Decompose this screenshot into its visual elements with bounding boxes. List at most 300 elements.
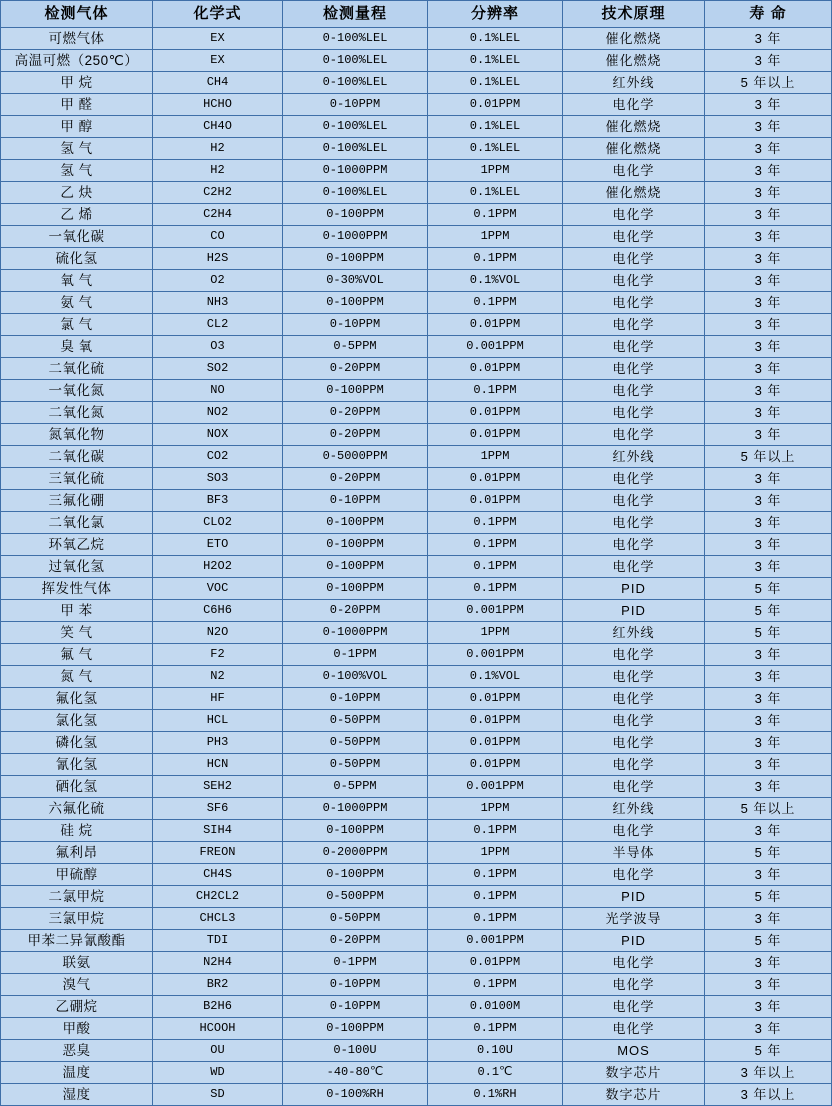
cell-lifespan: 5 年 [705, 578, 832, 600]
cell-technology: 电化学 [563, 336, 705, 358]
cell-technology: 红外线 [563, 72, 705, 94]
cell-technology: 电化学 [563, 534, 705, 556]
cell-detection-range: 0-100PPM [283, 864, 428, 886]
cell-detection-range: 0-100%RH [283, 1084, 428, 1106]
table-row [1, 1018, 832, 1040]
table-row [1, 1062, 832, 1084]
cell-technology: 电化学 [563, 974, 705, 996]
cell-gas-name: 硒化氢 [1, 776, 153, 798]
cell-technology: MOS [563, 1040, 705, 1062]
cell-detection-range: 0-2000PPM [283, 842, 428, 864]
table-row [1, 204, 832, 226]
cell-chemical-formula: CH2CL2 [153, 886, 283, 908]
cell-technology: 电化学 [563, 710, 705, 732]
cell-chemical-formula: O2 [153, 270, 283, 292]
cell-lifespan: 3 年 [705, 974, 832, 996]
cell-resolution: 0.1PPM [428, 864, 563, 886]
cell-gas-name: 氟化氢 [1, 688, 153, 710]
cell-technology: 电化学 [563, 160, 705, 182]
cell-detection-range: 0-20PPM [283, 468, 428, 490]
cell-detection-range: 0-1000PPM [283, 622, 428, 644]
cell-gas-name: 温度 [1, 1062, 153, 1084]
cell-technology: 数字芯片 [563, 1084, 705, 1106]
cell-detection-range: 0-100PPM [283, 292, 428, 314]
cell-technology: 催化燃烧 [563, 28, 705, 50]
cell-resolution: 0.1%LEL [428, 50, 563, 72]
cell-detection-range: 0-20PPM [283, 930, 428, 952]
cell-detection-range: 0-20PPM [283, 358, 428, 380]
column-header-lifespan: 寿 命 [705, 1, 832, 28]
table-row [1, 358, 832, 380]
cell-resolution: 0.1PPM [428, 380, 563, 402]
table-row [1, 94, 832, 116]
cell-gas-name: 笑 气 [1, 622, 153, 644]
cell-technology: 电化学 [563, 468, 705, 490]
cell-resolution: 0.1PPM [428, 908, 563, 930]
cell-resolution: 0.001PPM [428, 644, 563, 666]
table-row [1, 974, 832, 996]
table-row [1, 622, 832, 644]
cell-detection-range: 0-100%LEL [283, 116, 428, 138]
table-row [1, 182, 832, 204]
cell-chemical-formula: PH3 [153, 732, 283, 754]
cell-lifespan: 5 年 [705, 622, 832, 644]
cell-technology: 电化学 [563, 1018, 705, 1040]
cell-gas-name: 氯化氢 [1, 710, 153, 732]
table-row [1, 424, 832, 446]
table-row [1, 754, 832, 776]
cell-chemical-formula: HCHO [153, 94, 283, 116]
cell-gas-name: 恶臭 [1, 1040, 153, 1062]
cell-detection-range: 0-50PPM [283, 732, 428, 754]
cell-detection-range: 0-50PPM [283, 908, 428, 930]
cell-resolution: 0.1PPM [428, 1018, 563, 1040]
cell-resolution: 0.01PPM [428, 314, 563, 336]
cell-chemical-formula: CO [153, 226, 283, 248]
cell-chemical-formula: FREON [153, 842, 283, 864]
table-row [1, 820, 832, 842]
cell-resolution: 0.1PPM [428, 578, 563, 600]
cell-resolution: 0.001PPM [428, 600, 563, 622]
cell-technology: 红外线 [563, 446, 705, 468]
cell-lifespan: 3 年 [705, 666, 832, 688]
cell-resolution: 0.01PPM [428, 468, 563, 490]
cell-detection-range: 0-100PPM [283, 1018, 428, 1040]
cell-gas-name: 硅 烷 [1, 820, 153, 842]
cell-detection-range: 0-1000PPM [283, 160, 428, 182]
cell-gas-name: 甲酸 [1, 1018, 153, 1040]
cell-resolution: 0.1℃ [428, 1062, 563, 1084]
cell-technology: 电化学 [563, 204, 705, 226]
cell-chemical-formula: N2O [153, 622, 283, 644]
cell-technology: 电化学 [563, 292, 705, 314]
cell-chemical-formula: H2S [153, 248, 283, 270]
cell-chemical-formula: CLO2 [153, 512, 283, 534]
cell-lifespan: 3 年以上 [705, 1062, 832, 1084]
cell-technology: 红外线 [563, 798, 705, 820]
cell-resolution: 0.1PPM [428, 204, 563, 226]
cell-detection-range: 0-20PPM [283, 402, 428, 424]
cell-gas-name: 氟利昂 [1, 842, 153, 864]
cell-lifespan: 5 年 [705, 842, 832, 864]
cell-lifespan: 3 年 [705, 226, 832, 248]
cell-technology: PID [563, 600, 705, 622]
table-row [1, 380, 832, 402]
cell-gas-name: 氯 气 [1, 314, 153, 336]
cell-technology: PID [563, 930, 705, 952]
cell-detection-range: 0-100%LEL [283, 28, 428, 50]
cell-gas-name: 二氧化硫 [1, 358, 153, 380]
table-row [1, 512, 832, 534]
cell-gas-name: 二氧化氯 [1, 512, 153, 534]
cell-chemical-formula: HCN [153, 754, 283, 776]
cell-detection-range: 0-1PPM [283, 952, 428, 974]
cell-technology: 电化学 [563, 732, 705, 754]
cell-technology: 电化学 [563, 556, 705, 578]
cell-gas-name: 甲苯二异氰酸酯 [1, 930, 153, 952]
column-header-gas-name: 检测气体 [1, 1, 153, 28]
cell-resolution: 0.01PPM [428, 688, 563, 710]
table-header-row [1, 1, 832, 28]
table-row [1, 336, 832, 358]
cell-lifespan: 3 年 [705, 204, 832, 226]
cell-chemical-formula: WD [153, 1062, 283, 1084]
cell-lifespan: 3 年 [705, 732, 832, 754]
cell-lifespan: 5 年 [705, 600, 832, 622]
cell-resolution: 0.10U [428, 1040, 563, 1062]
table-row [1, 402, 832, 424]
cell-chemical-formula: C6H6 [153, 600, 283, 622]
cell-gas-name: 甲硫醇 [1, 864, 153, 886]
cell-chemical-formula: N2H4 [153, 952, 283, 974]
cell-gas-name: 二氧化碳 [1, 446, 153, 468]
cell-lifespan: 3 年 [705, 556, 832, 578]
cell-lifespan: 3 年 [705, 644, 832, 666]
cell-chemical-formula: CL2 [153, 314, 283, 336]
cell-resolution: 0.01PPM [428, 710, 563, 732]
cell-gas-name: 高温可燃（250℃） [1, 50, 153, 72]
cell-detection-range: 0-100PPM [283, 534, 428, 556]
cell-chemical-formula: HCOOH [153, 1018, 283, 1040]
cell-detection-range: 0-100PPM [283, 820, 428, 842]
cell-gas-name: 氮 气 [1, 666, 153, 688]
cell-detection-range: 0-20PPM [283, 424, 428, 446]
cell-technology: 催化燃烧 [563, 50, 705, 72]
cell-technology: 电化学 [563, 358, 705, 380]
cell-detection-range: 0-100U [283, 1040, 428, 1062]
cell-resolution: 0.1PPM [428, 248, 563, 270]
cell-technology: 电化学 [563, 314, 705, 336]
cell-chemical-formula: F2 [153, 644, 283, 666]
table-row [1, 534, 832, 556]
cell-resolution: 0.01PPM [428, 402, 563, 424]
cell-technology: 半导体 [563, 842, 705, 864]
cell-gas-name: 一氧化碳 [1, 226, 153, 248]
cell-resolution: 0.1PPM [428, 534, 563, 556]
cell-detection-range: 0-100PPM [283, 578, 428, 600]
cell-technology: PID [563, 886, 705, 908]
cell-gas-name: 氟 气 [1, 644, 153, 666]
table-row [1, 556, 832, 578]
cell-chemical-formula: VOC [153, 578, 283, 600]
cell-technology: 电化学 [563, 952, 705, 974]
cell-gas-name: 氢 气 [1, 160, 153, 182]
cell-technology: 电化学 [563, 688, 705, 710]
table-row [1, 710, 832, 732]
cell-chemical-formula: SF6 [153, 798, 283, 820]
cell-lifespan: 3 年 [705, 138, 832, 160]
cell-resolution: 0.01PPM [428, 732, 563, 754]
cell-detection-range: 0-1PPM [283, 644, 428, 666]
cell-chemical-formula: SD [153, 1084, 283, 1106]
table-row [1, 600, 832, 622]
cell-technology: 光学波导 [563, 908, 705, 930]
cell-chemical-formula: SIH4 [153, 820, 283, 842]
cell-gas-name: 三氟化硼 [1, 490, 153, 512]
cell-technology: 电化学 [563, 490, 705, 512]
cell-technology: 电化学 [563, 754, 705, 776]
cell-technology: 电化学 [563, 864, 705, 886]
cell-chemical-formula: NO [153, 380, 283, 402]
table-row [1, 732, 832, 754]
table-row [1, 292, 832, 314]
table-row [1, 952, 832, 974]
cell-lifespan: 3 年 [705, 380, 832, 402]
table-row [1, 160, 832, 182]
cell-lifespan: 3 年 [705, 248, 832, 270]
cell-detection-range: 0-100PPM [283, 204, 428, 226]
cell-chemical-formula: NH3 [153, 292, 283, 314]
cell-technology: 电化学 [563, 402, 705, 424]
cell-technology: 催化燃烧 [563, 138, 705, 160]
cell-detection-range: 0-50PPM [283, 754, 428, 776]
cell-detection-range: 0-10PPM [283, 490, 428, 512]
cell-gas-name: 臭 氧 [1, 336, 153, 358]
cell-lifespan: 3 年 [705, 512, 832, 534]
cell-technology: 电化学 [563, 776, 705, 798]
cell-lifespan: 5 年 [705, 930, 832, 952]
cell-technology: 催化燃烧 [563, 182, 705, 204]
cell-gas-name: 乙 烯 [1, 204, 153, 226]
cell-gas-name: 甲 烷 [1, 72, 153, 94]
table-row [1, 314, 832, 336]
cell-resolution: 0.01PPM [428, 754, 563, 776]
cell-detection-range: 0-10PPM [283, 996, 428, 1018]
cell-chemical-formula: C2H4 [153, 204, 283, 226]
table-row [1, 446, 832, 468]
cell-chemical-formula: ETO [153, 534, 283, 556]
cell-resolution: 0.001PPM [428, 336, 563, 358]
cell-gas-name: 硫化氢 [1, 248, 153, 270]
cell-resolution: 0.1%RH [428, 1084, 563, 1106]
cell-gas-name: 甲 醛 [1, 94, 153, 116]
cell-resolution: 1PPM [428, 446, 563, 468]
cell-gas-name: 可燃气体 [1, 28, 153, 50]
cell-technology: 电化学 [563, 270, 705, 292]
cell-chemical-formula: CH4 [153, 72, 283, 94]
cell-resolution: 1PPM [428, 842, 563, 864]
cell-chemical-formula: NO2 [153, 402, 283, 424]
cell-lifespan: 5 年 [705, 886, 832, 908]
cell-lifespan: 3 年 [705, 424, 832, 446]
cell-lifespan: 3 年 [705, 490, 832, 512]
table-row [1, 908, 832, 930]
cell-lifespan: 5 年以上 [705, 72, 832, 94]
cell-detection-range: -40-80℃ [283, 1062, 428, 1084]
table-row [1, 226, 832, 248]
cell-technology: 电化学 [563, 996, 705, 1018]
cell-detection-range: 0-5PPM [283, 776, 428, 798]
cell-gas-name: 甲 苯 [1, 600, 153, 622]
cell-chemical-formula: BR2 [153, 974, 283, 996]
cell-lifespan: 3 年 [705, 864, 832, 886]
cell-chemical-formula: H2 [153, 138, 283, 160]
cell-gas-name: 氨 气 [1, 292, 153, 314]
cell-detection-range: 0-20PPM [283, 600, 428, 622]
cell-gas-name: 联氨 [1, 952, 153, 974]
cell-resolution: 0.1%LEL [428, 182, 563, 204]
column-header-resolution: 分辨率 [428, 1, 563, 28]
cell-resolution: 0.1PPM [428, 512, 563, 534]
cell-resolution: 0.001PPM [428, 776, 563, 798]
table-row [1, 468, 832, 490]
cell-technology: 数字芯片 [563, 1062, 705, 1084]
cell-lifespan: 3 年 [705, 28, 832, 50]
cell-technology: 电化学 [563, 820, 705, 842]
cell-gas-name: 一氧化氮 [1, 380, 153, 402]
cell-resolution: 0.01PPM [428, 952, 563, 974]
cell-gas-name: 乙硼烷 [1, 996, 153, 1018]
cell-gas-name: 氮氧化物 [1, 424, 153, 446]
table-row [1, 930, 832, 952]
cell-gas-name: 氢 气 [1, 138, 153, 160]
table-row [1, 50, 832, 72]
cell-lifespan: 5 年以上 [705, 798, 832, 820]
cell-resolution: 0.1%LEL [428, 28, 563, 50]
cell-resolution: 0.1PPM [428, 886, 563, 908]
cell-detection-range: 0-100PPM [283, 512, 428, 534]
table-row [1, 864, 832, 886]
cell-detection-range: 0-50PPM [283, 710, 428, 732]
cell-chemical-formula: NOX [153, 424, 283, 446]
table-row [1, 270, 832, 292]
table-body [1, 28, 832, 1106]
cell-technology: 电化学 [563, 94, 705, 116]
cell-gas-name: 过氧化氢 [1, 556, 153, 578]
table-row [1, 72, 832, 94]
cell-detection-range: 0-1000PPM [283, 226, 428, 248]
column-header-technology: 技术原理 [563, 1, 705, 28]
cell-gas-name: 环氧乙烷 [1, 534, 153, 556]
table-row [1, 776, 832, 798]
cell-resolution: 0.0100M [428, 996, 563, 1018]
cell-chemical-formula: B2H6 [153, 996, 283, 1018]
cell-gas-name: 甲 醇 [1, 116, 153, 138]
cell-gas-name: 氧 气 [1, 270, 153, 292]
cell-lifespan: 3 年 [705, 754, 832, 776]
cell-resolution: 0.1PPM [428, 292, 563, 314]
table-row [1, 116, 832, 138]
cell-gas-name: 三氧化硫 [1, 468, 153, 490]
cell-detection-range: 0-100PPM [283, 380, 428, 402]
cell-chemical-formula: SO3 [153, 468, 283, 490]
cell-lifespan: 3 年 [705, 952, 832, 974]
cell-chemical-formula: SEH2 [153, 776, 283, 798]
cell-technology: 电化学 [563, 666, 705, 688]
cell-detection-range: 0-10PPM [283, 94, 428, 116]
cell-detection-range: 0-100%LEL [283, 138, 428, 160]
cell-lifespan: 5 年 [705, 1040, 832, 1062]
cell-detection-range: 0-100PPM [283, 248, 428, 270]
table-row [1, 996, 832, 1018]
cell-lifespan: 3 年 [705, 820, 832, 842]
cell-chemical-formula: TDI [153, 930, 283, 952]
cell-lifespan: 3 年 [705, 688, 832, 710]
cell-chemical-formula: CH4O [153, 116, 283, 138]
cell-lifespan: 3 年 [705, 534, 832, 556]
cell-gas-name: 二氧化氮 [1, 402, 153, 424]
cell-chemical-formula: BF3 [153, 490, 283, 512]
table-row [1, 842, 832, 864]
cell-technology: 催化燃烧 [563, 116, 705, 138]
cell-resolution: 0.1PPM [428, 974, 563, 996]
cell-chemical-formula: H2O2 [153, 556, 283, 578]
table-row [1, 798, 832, 820]
cell-chemical-formula: EX [153, 28, 283, 50]
cell-resolution: 0.1%VOL [428, 666, 563, 688]
cell-resolution: 0.01PPM [428, 94, 563, 116]
cell-technology: 电化学 [563, 512, 705, 534]
cell-detection-range: 0-10PPM [283, 688, 428, 710]
table-row [1, 688, 832, 710]
cell-resolution: 1PPM [428, 798, 563, 820]
cell-gas-name: 二氯甲烷 [1, 886, 153, 908]
table-row [1, 138, 832, 160]
cell-resolution: 1PPM [428, 160, 563, 182]
cell-gas-name: 三氯甲烷 [1, 908, 153, 930]
cell-lifespan: 3 年 [705, 182, 832, 204]
cell-lifespan: 3 年 [705, 776, 832, 798]
cell-lifespan: 3 年 [705, 116, 832, 138]
cell-technology: PID [563, 578, 705, 600]
table-row [1, 578, 832, 600]
cell-resolution: 0.1%LEL [428, 116, 563, 138]
cell-chemical-formula: OU [153, 1040, 283, 1062]
cell-lifespan: 3 年 [705, 336, 832, 358]
cell-detection-range: 0-30%VOL [283, 270, 428, 292]
cell-resolution: 0.1PPM [428, 556, 563, 578]
cell-detection-range: 0-5PPM [283, 336, 428, 358]
cell-gas-name: 挥发性气体 [1, 578, 153, 600]
cell-chemical-formula: C2H2 [153, 182, 283, 204]
cell-gas-name: 乙 炔 [1, 182, 153, 204]
cell-resolution: 1PPM [428, 226, 563, 248]
cell-resolution: 0.01PPM [428, 358, 563, 380]
cell-chemical-formula: EX [153, 50, 283, 72]
cell-lifespan: 3 年 [705, 314, 832, 336]
table-row [1, 666, 832, 688]
column-header-chemical-formula: 化学式 [153, 1, 283, 28]
cell-lifespan: 3 年 [705, 996, 832, 1018]
cell-chemical-formula: H2 [153, 160, 283, 182]
cell-lifespan: 3 年 [705, 468, 832, 490]
cell-resolution: 0.01PPM [428, 424, 563, 446]
cell-lifespan: 5 年以上 [705, 446, 832, 468]
cell-detection-range: 0-100PPM [283, 556, 428, 578]
cell-detection-range: 0-10PPM [283, 974, 428, 996]
cell-detection-range: 0-100%LEL [283, 182, 428, 204]
cell-detection-range: 0-5000PPM [283, 446, 428, 468]
